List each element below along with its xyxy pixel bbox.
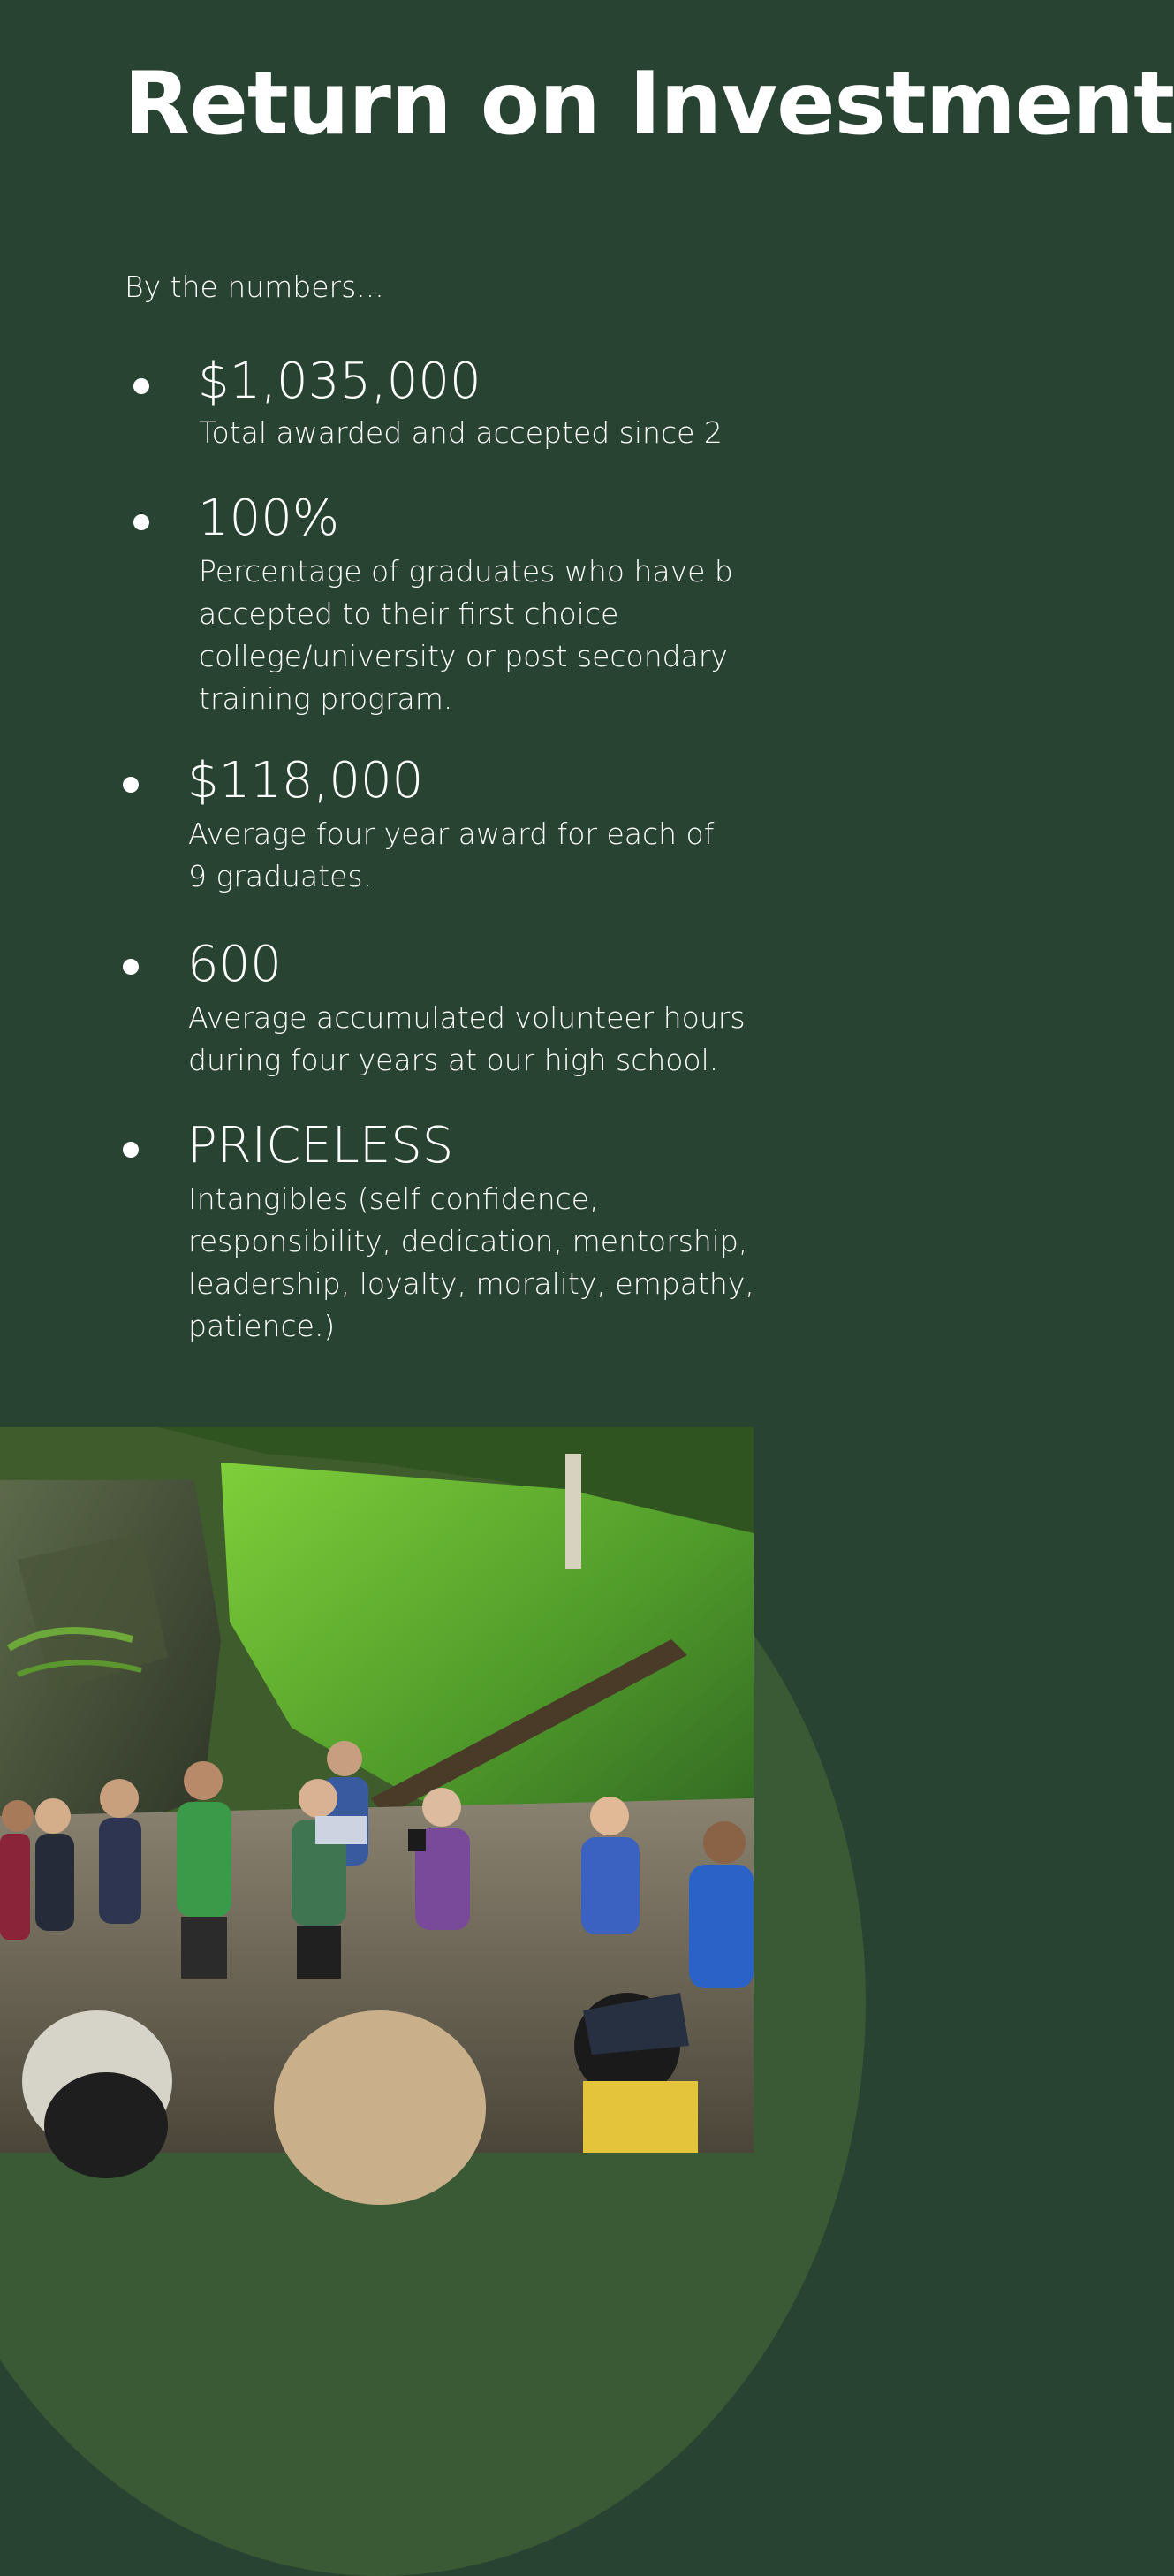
stat-value: 600 [187, 936, 282, 993]
stat-description: Intangibles (self confidence, responsibility, dedication, mentorship, leadership, loyalty, morality, empathy, patience.) [188, 1182, 754, 1343]
bullet-icon [123, 959, 139, 975]
stat-description: Average accumulated volunteer hours during four years at our high school. [188, 1000, 746, 1077]
stat-description: Average four year award for each of 9 graduates. [188, 817, 715, 893]
stat-description: Percentage of graduates who have b accepted to their first choice college/university or post secondary training program. [199, 554, 733, 716]
bullet-icon [133, 514, 149, 530]
stat-value: PRICELESS [187, 1117, 454, 1174]
stat-description: Total awarded and accepted since 2 [199, 415, 723, 450]
bullet-icon [133, 378, 149, 394]
bullet-icon [123, 1142, 139, 1158]
photo-illustration [0, 1427, 754, 2153]
stat-value: $118,000 [187, 752, 424, 809]
page-subtitle: By the numbers... [125, 270, 384, 304]
stat-value: 100% [198, 490, 340, 547]
stat-value: $1,035,000 [198, 353, 481, 410]
group-hiking-photo [0, 1427, 866, 2576]
page-title: Return on Investment [124, 54, 1174, 155]
bullet-icon [123, 777, 139, 793]
